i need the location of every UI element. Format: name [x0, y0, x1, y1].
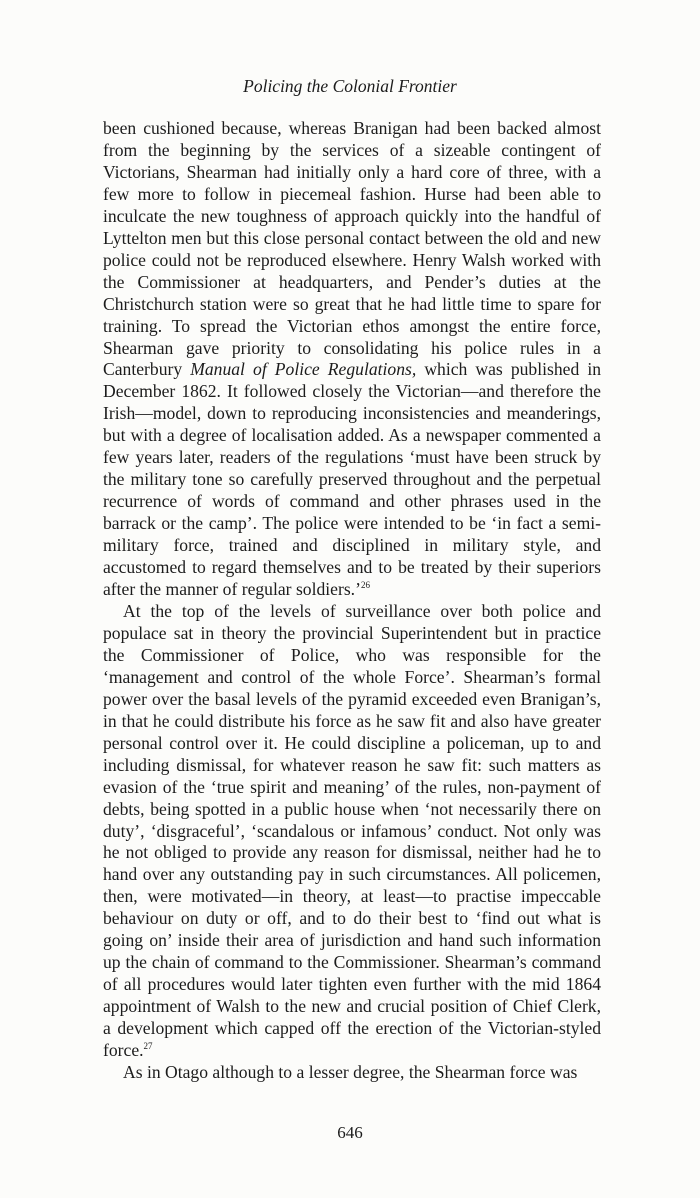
- footnote-ref-27: 27: [143, 1041, 153, 1052]
- page-number: 646: [337, 1123, 363, 1142]
- paragraph-3-text: As in Otago although to a lesser degree, the Shearman force was: [123, 1061, 578, 1082]
- footnote-ref-26: 26: [360, 580, 370, 591]
- paragraph-2: [103, 601, 601, 1062]
- paragraph-2-text: At the top of the levels of surveillance over both police and populace sat in theory the provincial Superintendent but in practice the Commissioner of Police, who was responsible for the ‘management and control of the whole Force’. Shearman’s formal power over the basal levels of the pyramid exceeded even Branigan’s, in that he could distribute his force as he saw fit and also have greater personal control over it. He could discipline a policeman, up to and including dismissal, for whatever reason he saw fit: such matters as evasion of the ‘true spirit and meaning’ of the rules, non-payment of debts, being spotted in a public house when ‘not necessarily there on duty’, ‘disgraceful’, ‘scandalous or infamous’ conduct. Not only was he not obliged to provide any reason for dismissal, neither had he to hand over any outstanding pay in such circumstances. All policemen, then, were motivated—in theory, at least—to practise impeccable behaviour on duty or off, and to do their best to ‘find out what is going on’ inside their area of jurisdiction and hand such information up the chain of command to the Commissioner. Shearman’s command of all procedures would later tighten even further with the mid 1864 appointment of Walsh to the new and crucial position of Chief Clerk, a development which capped off the erection of the Victorian-styled force.: [103, 600, 601, 1061]
- body-text: [103, 118, 601, 1084]
- running-head: Policing the Colonial Frontier: [243, 76, 457, 96]
- paragraph-1: [103, 118, 601, 601]
- paragraph-1-text-a: been cushioned because, whereas Branigan had been backed almost from the beginning by the services of a sizeable contingent of Victorians, Shearman had initially only a hard core of three, with a few more to follow in piecemeal fashion. Hurse had been able to inculcate the new toughness of approach quickly into the handful of Lyttelton men but this close personal contact between the old and new police could not be reproduced elsewhere. Henry Walsh worked with the Commissioner at headquarters, and Pender’s duties at the Christchurch station were so great that he had little time to spare for training. To spread the Victorian ethos amongst the entire force, Shearman gave priority to consolidating his police rules in a Canterbury: [103, 118, 601, 380]
- paragraph-3: [103, 1062, 601, 1084]
- manual-title: Manual of Police Regulations,: [190, 359, 417, 380]
- paragraph-1-text-b: which was published in December 1862. It followed closely the Victorian—and therefore the Irish—model, down to reproducing inconsistencies and meanderings, but with a degree of localisation added. As a newspaper commented a few years later, readers of the regulations ‘must have been struck by the military tone so carefully preserved throughout and the perpetual recurrence of words of command and other phrases used in the barrack or the camp’. The police were intended to be ‘in fact a semi-military force, trained and disciplined in military style, and accustomed to regard themselves and to be treated by their superiors after the manner of regular soldiers.’: [103, 359, 601, 600]
